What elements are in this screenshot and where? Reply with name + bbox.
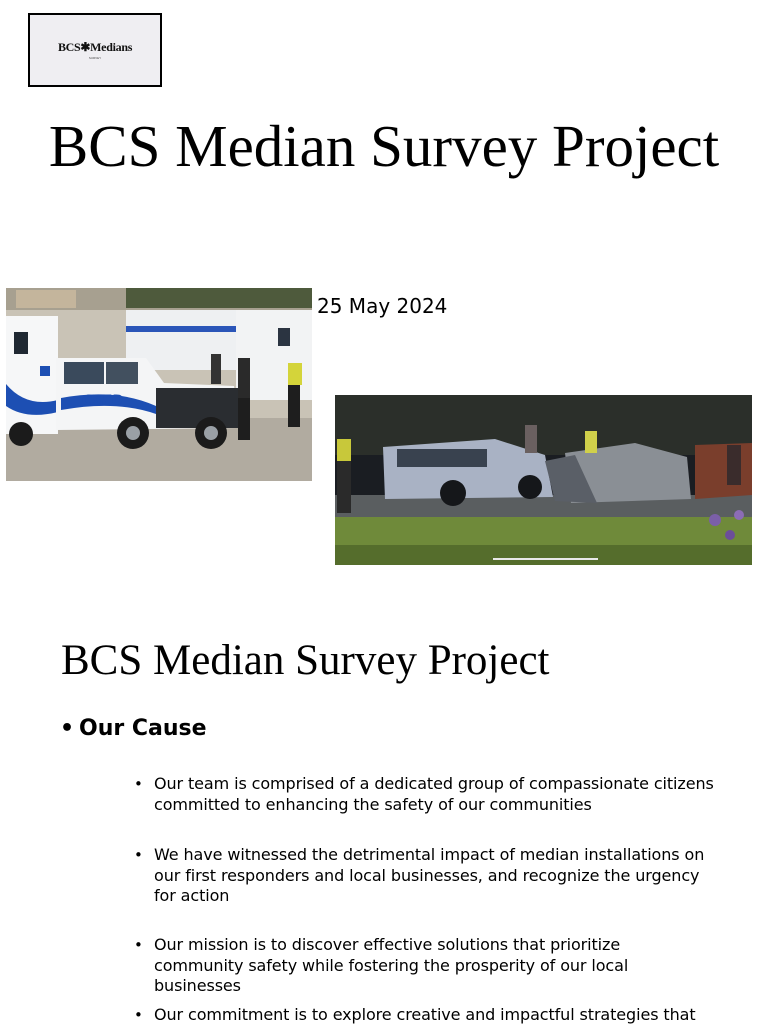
crash-scene-photo-image <box>335 395 752 565</box>
list-item: • Our mission is to discover effective solutions that prioritize community safety while fostering the prosperity of our local businesses <box>134 935 629 995</box>
star-of-life-icon: ✱ <box>80 40 91 54</box>
bullet-icon: • <box>134 775 143 793</box>
bullet-icon: • <box>134 1006 143 1024</box>
list-item: • Our commitment is to explore creative and impactful strategies that <box>134 1005 696 1024</box>
ambulance-photo-image <box>6 288 312 481</box>
list-item: • We have witnessed the detrimental impact of median installations on our first responders and local businesses, and recognize the urgency for action <box>134 845 705 905</box>
logo <box>28 13 162 87</box>
logo-wordmark: BCS✱Medians <box>57 40 133 54</box>
logo-subtext: SURVEY <box>88 56 102 60</box>
cause-heading: • Our Cause <box>60 716 207 741</box>
truck-logo-text: CSFD <box>82 393 124 409</box>
date-label: 25 May 2024 <box>317 294 448 318</box>
bullet-icon: • <box>134 846 143 864</box>
bullet-icon: • <box>60 716 75 741</box>
ambulance-photo <box>6 288 312 481</box>
crash-scene-photo <box>335 395 752 565</box>
page-title: BCS Median Survey Project <box>48 113 720 179</box>
list-item: • Our team is comprised of a dedicated group of compassionate citizens committed to enhancing the safety of our communities <box>134 774 714 814</box>
bullet-icon: • <box>134 936 143 954</box>
section-title: BCS Median Survey Project <box>61 637 550 684</box>
